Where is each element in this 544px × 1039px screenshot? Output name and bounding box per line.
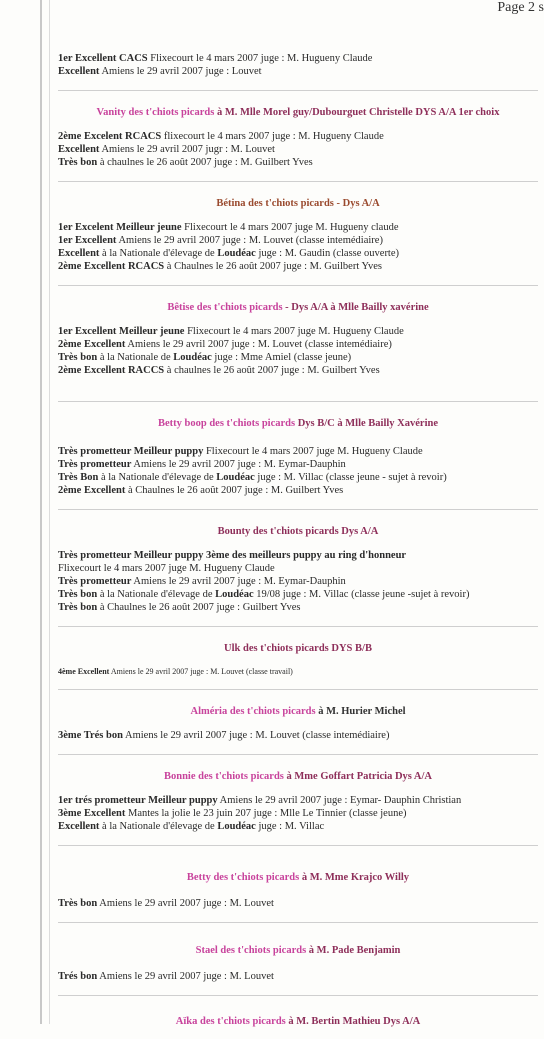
result-emphasis: 1er Excelent Meilleur jeune <box>58 222 182 233</box>
section-divider <box>58 626 538 627</box>
dog-name: Bêtise des t'chiots picards <box>167 302 283 313</box>
result-text: Amiens le 29 avril 2007 jugr : M. Louvet <box>99 144 275 155</box>
result-emphasis: 2ème Excellent <box>58 339 126 350</box>
result-emphasis: 3ème Trés bon <box>58 730 123 741</box>
result-emphasis: 3ème Excellent <box>58 808 126 819</box>
result-emphasis: Loudéac <box>173 352 212 363</box>
dog-title <box>58 771 538 782</box>
result-text: Amiens le 29 avril 2007 juge : M. Louvet <box>97 971 274 982</box>
result-line <box>58 601 538 614</box>
page-number: Page 2 s <box>497 0 544 15</box>
dog-title <box>58 643 538 654</box>
dog-name: Aïka des t'chiots picards <box>175 1016 286 1027</box>
result-emphasis: 1er Excellent CACS <box>58 53 148 64</box>
result-text: à chaulnes le 26 août 2007 juge : M. Guilbert Yves <box>97 157 313 168</box>
dog-section <box>58 509 538 614</box>
result-line <box>58 666 538 677</box>
result-line <box>58 807 538 820</box>
result-text: Mantes la jolie le 23 juin 207 juge : Mlle Le Tinnier (classe jeune) <box>125 808 407 819</box>
section-divider <box>58 922 538 923</box>
dog-section <box>58 90 538 169</box>
dog-section <box>58 181 538 273</box>
dog-name: Betty des t'chiots picards <box>186 872 300 883</box>
result-text: à Chaulnes le 26 août 2007 juge : M. Guilbert Yves <box>164 261 383 272</box>
result-line <box>58 458 538 471</box>
section-divider <box>58 845 538 846</box>
dog-title <box>58 1016 538 1027</box>
result-text: Amiens le 29 avril 2007 juge : M. Louvet (classe travail) <box>109 667 293 676</box>
result-emphasis: Loudéac <box>217 821 256 832</box>
result-line <box>58 897 538 910</box>
dog-owner-info: à M. Pade Benjamin <box>306 945 401 956</box>
left-margin-rule-inner <box>49 0 50 1024</box>
dog-name: Bounty des t'chiots picards Dys A/A <box>217 526 379 537</box>
result-line <box>58 143 538 156</box>
result-line <box>58 156 538 169</box>
dog-section <box>58 995 538 1027</box>
dog-owner-info: Dys B/C à Mlle Bailly Xavérine <box>295 418 438 429</box>
dog-title <box>58 945 538 956</box>
dog-owner-info: - Dys A/A à Mlle Bailly xavérine <box>282 302 429 313</box>
result-text: flixecourt le 4 mars 2007 juge : M. Hugueny Claude <box>161 131 384 142</box>
dog-section <box>58 922 538 983</box>
result-emphasis: 2ème Excellent RCACS <box>58 261 165 272</box>
result-text: juge : Mme Amiel (classe jeune) <box>211 352 352 363</box>
dog-owner-info: à M. Bertin Mathieu Dys A/A <box>285 1016 421 1027</box>
result-text: à Chaulnes le 26 août 2007 juge : Guilbert Yves <box>97 602 301 613</box>
result-text: Flixecourt le 4 mars 2007 juge M. Hugueny claude <box>181 222 399 233</box>
result-text: 19/08 juge : M. Villac (classe jeune -sujet à revoir) <box>253 589 470 600</box>
result-text: à la Nationale d'élevage de <box>99 248 218 259</box>
result-emphasis: Très bon <box>58 898 98 909</box>
result-line <box>58 130 538 143</box>
dog-section <box>58 754 538 833</box>
result-emphasis: 2ème Excelent RCACS <box>58 131 162 142</box>
section-divider <box>58 754 538 755</box>
result-emphasis: Très bon <box>58 352 98 363</box>
result-text: à la Nationale de <box>97 352 174 363</box>
section-divider <box>58 689 538 690</box>
section-divider <box>58 285 538 286</box>
result-line <box>58 794 538 807</box>
section-divider <box>58 181 538 182</box>
result-emphasis: Très bon <box>58 589 98 600</box>
section-divider <box>58 90 538 91</box>
result-emphasis: Excellent <box>58 144 100 155</box>
result-line <box>58 445 538 458</box>
dog-section <box>58 401 538 497</box>
result-text: à la Nationale d'élevage de <box>97 589 216 600</box>
section-divider <box>58 995 538 996</box>
result-line <box>58 260 538 273</box>
result-line <box>58 729 538 742</box>
result-text: juge : M. Villac <box>255 821 325 832</box>
result-emphasis: 1er Excellent Meilleur jeune <box>58 326 185 337</box>
dog-title <box>58 107 538 118</box>
result-text: Amiens le 29 avril 2007 juge : M. Eymar-Dauphin <box>131 459 346 470</box>
result-emphasis: Loudéac <box>217 248 256 259</box>
result-emphasis: Très bon <box>58 602 98 613</box>
result-text: Amiens le 29 avril 2007 juge : Louvet <box>99 66 262 77</box>
result-emphasis: Très prometteur <box>58 459 132 470</box>
result-text: juge : M. Gaudin (classe ouverte) <box>255 248 400 259</box>
section-divider <box>58 401 538 402</box>
result-line <box>58 364 538 377</box>
result-line <box>58 575 538 588</box>
result-text: à chaulnes le 26 août 2007 juge : M. Guilbert Yves <box>164 365 380 376</box>
result-text: à Chaulnes le 26 août 2007 juge : M. Guilbert Yves <box>125 485 344 496</box>
dog-title <box>58 302 538 313</box>
dog-section <box>58 626 538 677</box>
result-line <box>58 65 538 78</box>
result-text: Flixecourt le 4 mars 2007 juge M. Hugueny Claude <box>203 446 423 457</box>
result-emphasis: Très prometteur <box>58 576 132 587</box>
dog-title <box>58 872 538 883</box>
dog-name: Stael des t'chiots picards <box>195 945 307 956</box>
dog-owner-info: à M. Mlle Morel guy/Dubourguet Christelle DYS A/A 1er choix <box>214 107 500 118</box>
dog-name: Alméria des t'chiots picards <box>190 706 316 717</box>
result-emphasis: 4ème Excellent <box>58 667 110 676</box>
result-emphasis: 2ème Excellent <box>58 485 126 496</box>
dog-section <box>58 689 538 742</box>
result-emphasis: Trés bon <box>58 971 98 982</box>
result-text: Amiens le 29 avril 2007 juge : M. Louvet <box>97 898 274 909</box>
dog-section <box>58 285 538 377</box>
section-divider <box>58 509 538 510</box>
dog-title <box>58 418 538 429</box>
dog-title <box>58 526 538 537</box>
intro-records <box>58 52 538 78</box>
result-text: Amiens le 29 avril 2007 juge : Eymar- Dauphin Christian <box>217 795 462 806</box>
result-line <box>58 221 538 234</box>
result-text: à la Nationale d'élevage de <box>99 821 218 832</box>
result-line <box>58 970 538 983</box>
result-emphasis: Très Bon <box>58 472 99 483</box>
dog-name: Ulk des t'chiots picards DYS B/B <box>224 643 372 654</box>
dog-sections <box>58 90 538 1027</box>
dog-name: Vanity des t'chiots picards <box>96 107 215 118</box>
result-line <box>58 351 538 364</box>
result-text: Amiens le 29 avril 2007 juge : M. Louvet (classe intemédiaire) <box>122 730 390 741</box>
result-text: Amiens le 29 avril 2007 juge : M. Eymar-Dauphin <box>131 576 346 587</box>
dog-name: Bétina des t'chiots picards - Dys A/A <box>216 198 380 209</box>
result-line <box>58 588 538 601</box>
document-body <box>58 52 538 1039</box>
result-text: Amiens le 29 avril 2007 juge : M. Louvet (classe intemédiaire) <box>116 235 383 246</box>
dog-title <box>58 706 538 717</box>
result-emphasis: 2ème Excellent RACCS <box>58 365 165 376</box>
result-line <box>58 820 538 833</box>
result-emphasis: 1er trés prometteur Meilleur puppy <box>58 795 218 806</box>
dog-name: Betty boop des t'chiots picards <box>158 418 296 429</box>
result-emphasis: Excellent <box>58 66 100 77</box>
result-text: Flixecourt le 4 mars 2007 juge M. Hugueny Claude <box>58 563 275 574</box>
dog-owner-info: à Mme Goffart Patricia Dys A/A <box>283 771 432 782</box>
result-line <box>58 247 538 260</box>
result-emphasis: Loudéac <box>215 589 254 600</box>
result-text: à la Nationale d'élevage de <box>98 472 217 483</box>
result-line <box>58 471 538 484</box>
result-text: Flixecourt le 4 mars 2007 juge : M. Hugueny Claude <box>147 53 373 64</box>
dog-owner-info: à M. Hurier Michel <box>315 706 406 717</box>
result-text: juge : M. Villac (classe jeune - sujet à revoir) <box>254 472 447 483</box>
result-line <box>58 338 538 351</box>
result-line <box>58 562 538 575</box>
result-line <box>58 234 538 247</box>
result-emphasis: Loudéac <box>216 472 255 483</box>
result-emphasis: Excellent <box>58 248 100 259</box>
result-line <box>58 52 538 65</box>
dog-name: Bonnie des t'chiots picards <box>163 771 284 782</box>
left-margin-rule <box>40 0 42 1024</box>
result-line <box>58 484 538 497</box>
result-text: Amiens le 29 avril 2007 juge : M. Louvet (classe intemédiaire) <box>125 339 392 350</box>
dog-title <box>58 198 538 209</box>
result-line <box>58 549 538 562</box>
dog-owner-info: à M. Mme Krajco Willy <box>299 872 410 883</box>
result-emphasis: Très prometteur Meilleur puppy <box>58 446 204 457</box>
result-emphasis: 1er Excellent <box>58 235 117 246</box>
result-line <box>58 325 538 338</box>
dog-section <box>58 845 538 910</box>
result-emphasis: Très bon <box>58 157 98 168</box>
result-emphasis: Excellent <box>58 821 100 832</box>
result-text: Flixecourt le 4 mars 2007 juge M. Hugueny Claude <box>184 326 404 337</box>
result-emphasis: Très prometteur Meilleur puppy 3ème des meilleurs puppy au ring d'honneur <box>58 550 407 561</box>
